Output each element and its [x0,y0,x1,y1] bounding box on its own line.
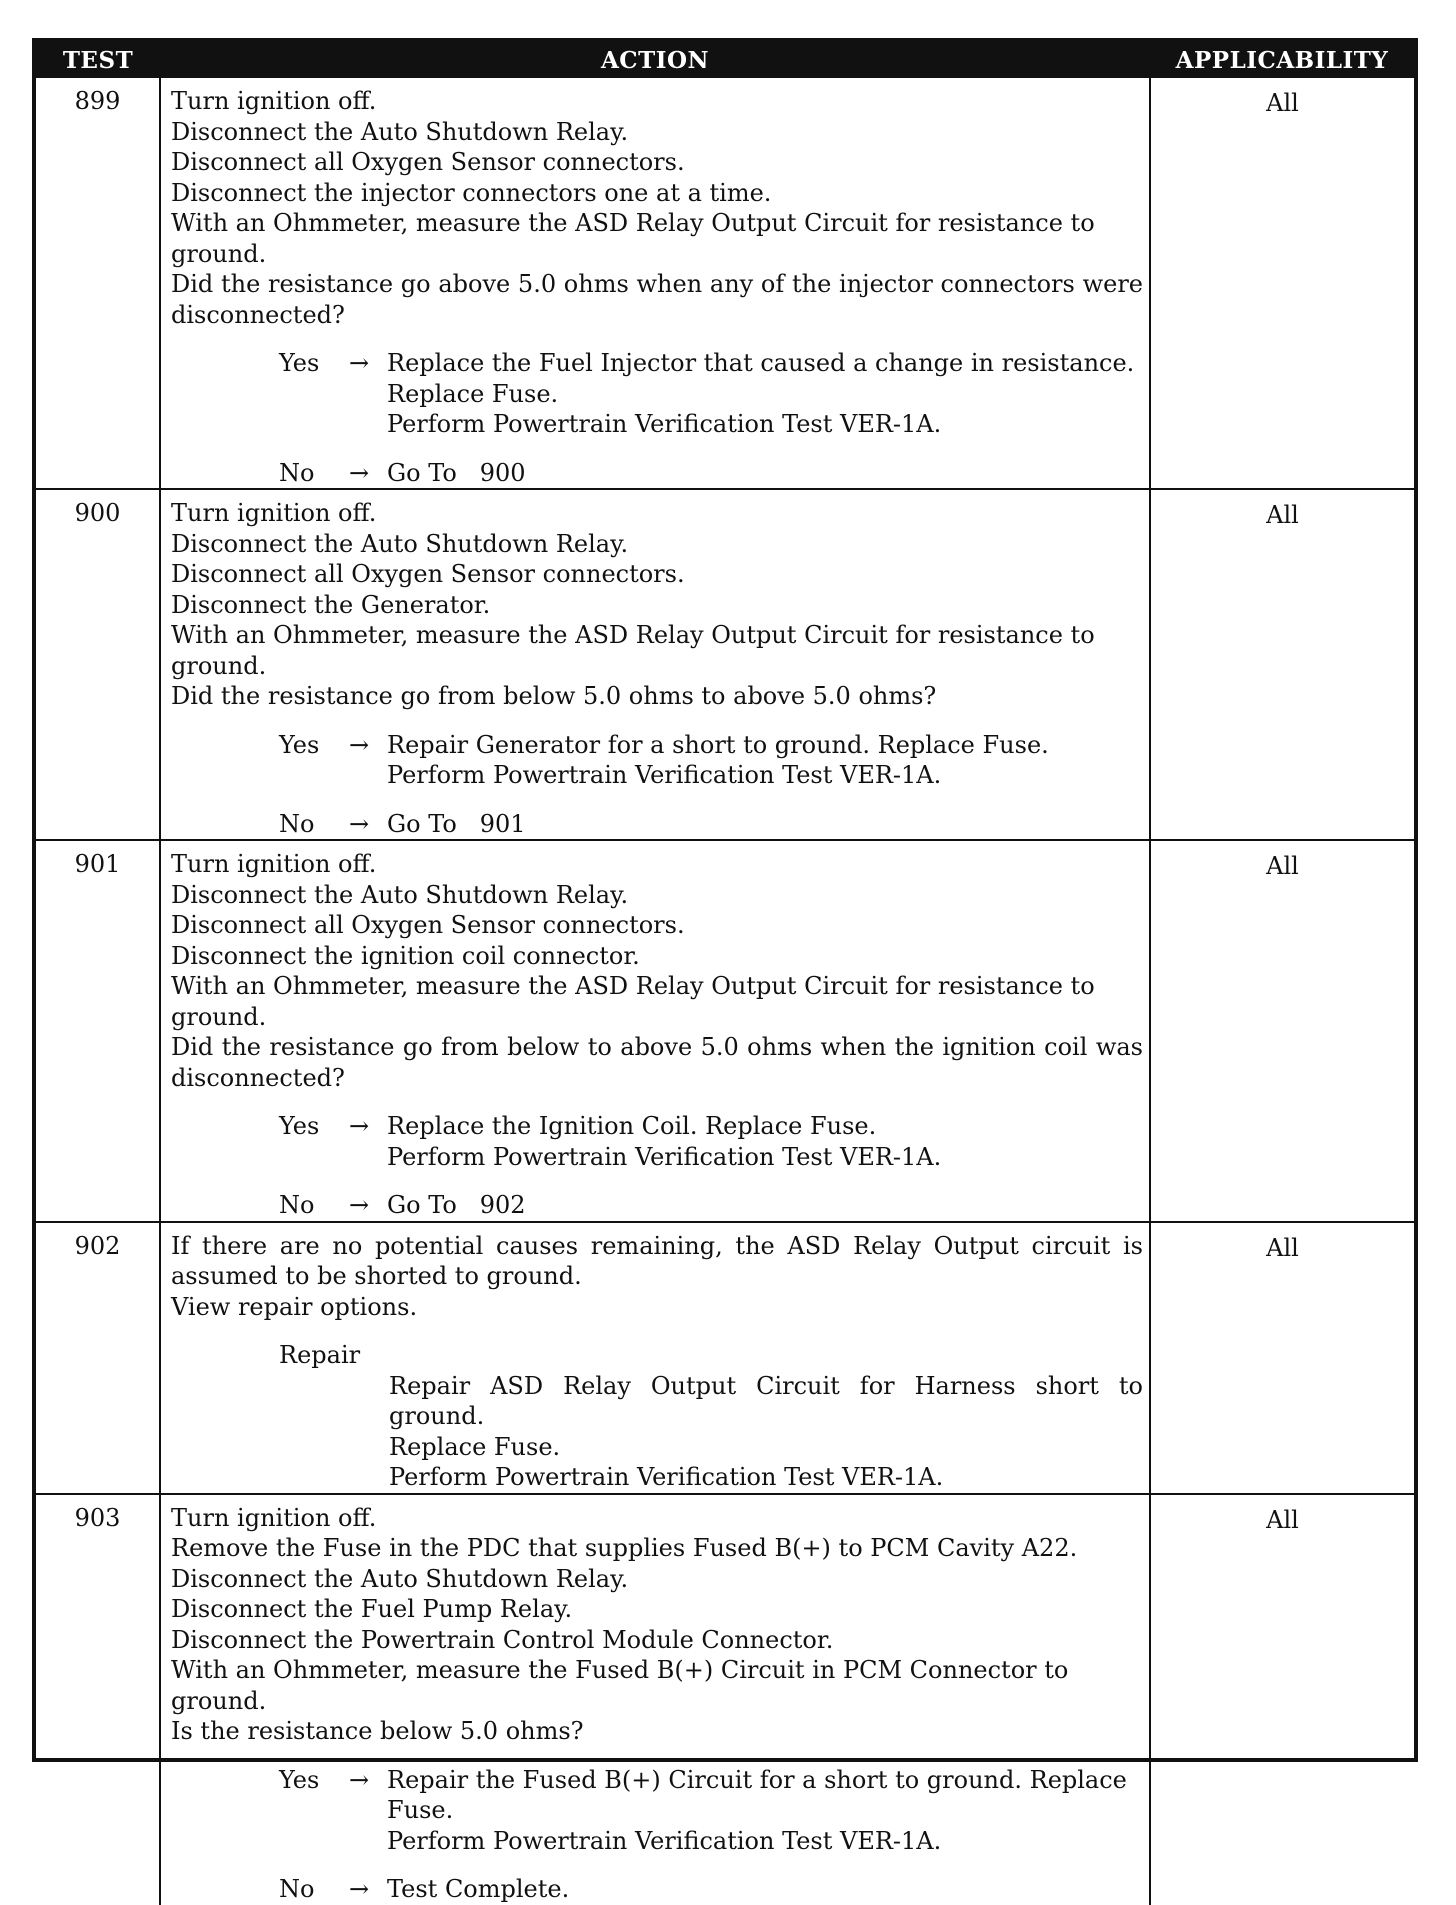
yes-branch [279,730,1143,791]
yes-actions [387,730,1143,791]
step: Turn ignition off. [171,850,377,878]
table-row [36,1222,1414,1494]
arrow-right-icon: → [348,1191,370,1219]
yes-line: Perform Powertrain Verification Test VER-1A. [387,1826,942,1855]
step: With an Ohmmeter, measure the ASD Relay Output Circuit for resistance to ground. [171,972,1095,1031]
step: Disconnect the Auto Shutdown Relay. [171,117,629,146]
step: Turn ignition off. [171,1503,377,1532]
no-branch [279,809,1143,840]
arrow-right-icon: → [348,1112,370,1140]
arrow-right-icon: → [348,458,370,487]
step: With an Ohmmeter, measure the Fused B(+) Circuit in PCM Connector to ground. [171,1656,1069,1715]
applicability: All [1150,840,1414,1222]
test-number: 899 [36,78,160,489]
no-action: Test Complete. [387,1875,570,1903]
action-cell [160,840,1150,1222]
step: Disconnect the Powertrain Control Module Connector. [171,1625,834,1654]
step: Did the resistance go above 5.0 ohms when any of the injector connectors were disconnected? [171,270,1143,329]
step: Remove the Fuse in the PDC that supplies Fused B(+) to PCM Cavity A22. [171,1534,1078,1562]
arrow-right-icon: → [348,349,370,377]
table-row [36,1494,1414,1905]
step: Did the resistance go from below 5.0 ohms to above 5.0 ohms? [171,682,937,710]
repair-line: Replace Fuse. [389,1432,561,1461]
step: With an Ohmmeter, measure the ASD Relay Output Circuit for resistance to ground. [171,621,1095,680]
yes-line: Perform Powertrain Verification Test VER-1A. [387,761,942,789]
yes-label: Yes [279,1112,320,1140]
action-cell [160,1222,1150,1494]
yes-line: Replace the Ignition Coil. Replace Fuse. [387,1112,877,1140]
yes-line: Repair the Fused B(+) Circuit for a short to ground. Replace Fuse. [387,1765,1127,1824]
yes-line: Replace the Fuel Injector that caused a change in resistance. [387,349,1135,377]
no-action: Go To 901 [387,809,526,838]
no-branch [279,1874,1143,1905]
test-table [36,42,1414,1905]
no-label: No [279,1875,315,1903]
step: Turn ignition off. [171,499,377,527]
applicability: All [1150,1222,1414,1494]
step: Disconnect the Auto Shutdown Relay. [171,880,629,909]
yes-branch [279,1111,1143,1172]
yes-actions [387,1111,1143,1172]
test-number: 901 [36,840,160,1222]
no-label: No [279,1191,315,1219]
table-row [36,840,1414,1222]
arrow-right-icon: → [348,1765,370,1794]
step: View repair options. [171,1292,418,1321]
test-number: 900 [36,489,160,840]
header-test: TEST [36,42,160,78]
diagnostic-procedure-table [32,38,1418,1903]
step: Is the resistance below 5.0 ohms? [171,1717,584,1745]
header-action: ACTION [160,42,1150,78]
no-branch [279,458,1143,489]
no-action: Go To 902 [387,1191,526,1219]
step: If there are no potential causes remaining, the ASD Relay Output circuit is assumed to be shorted to ground. [171,1231,1143,1290]
step: Disconnect all Oxygen Sensor connectors. [171,560,685,588]
test-number: 902 [36,1222,160,1494]
step: With an Ohmmeter, measure the ASD Relay Output Circuit for resistance to ground. [171,209,1095,268]
no-branch [279,1190,1143,1221]
step: Turn ignition off. [171,87,377,115]
no-label: No [279,809,315,838]
no-label: No [279,458,315,487]
repair-label: Repair [279,1341,361,1369]
step: Disconnect the ignition coil connector. [171,941,640,970]
yes-branch [279,348,1143,440]
applicability: All [1150,78,1414,489]
test-number: 903 [36,1494,160,1905]
yes-actions [387,1765,1143,1857]
step: Disconnect the Fuel Pump Relay. [171,1595,573,1623]
yes-label: Yes [279,730,320,759]
yes-branch [279,1765,1143,1857]
step: Disconnect the Auto Shutdown Relay. [171,529,629,558]
repair-line: Perform Powertrain Verification Test VER-1A. [389,1463,944,1491]
step: Disconnect the Generator. [171,590,491,619]
yes-label: Yes [279,1765,320,1794]
step: Disconnect all Oxygen Sensor connectors. [171,911,685,939]
no-action: Go To 900 [387,458,526,487]
arrow-right-icon: → [348,809,370,838]
yes-line: Perform Powertrain Verification Test VER-1A. [387,410,942,438]
yes-actions [387,348,1143,440]
yes-line: Perform Powertrain Verification Test VER-1A. [387,1142,942,1171]
action-cell [160,1494,1150,1905]
step: Disconnect the Auto Shutdown Relay. [171,1564,629,1593]
step: Did the resistance go from below to above 5.0 ohms when the ignition coil was disconnected? [171,1033,1143,1092]
arrow-right-icon: → [348,730,370,759]
header-applicability: APPLICABILITY [1150,42,1414,78]
action-cell [160,78,1150,489]
applicability: All [1150,1494,1414,1905]
arrow-right-icon: → [348,1875,370,1903]
step: Disconnect all Oxygen Sensor connectors. [171,148,685,176]
table-header-row [36,42,1414,78]
table-row [36,78,1414,489]
action-cell [160,489,1150,840]
yes-line: Replace Fuse. [387,379,559,408]
applicability: All [1150,489,1414,840]
table-row [36,489,1414,840]
yes-line: Repair Generator for a short to ground. Replace Fuse. [387,730,1049,759]
repair-line: Repair ASD Relay Output Circuit for Harness short to ground. [389,1371,1143,1430]
repair-actions [389,1371,1143,1493]
yes-label: Yes [279,349,320,377]
step: Disconnect the injector connectors one at a time. [171,178,772,207]
